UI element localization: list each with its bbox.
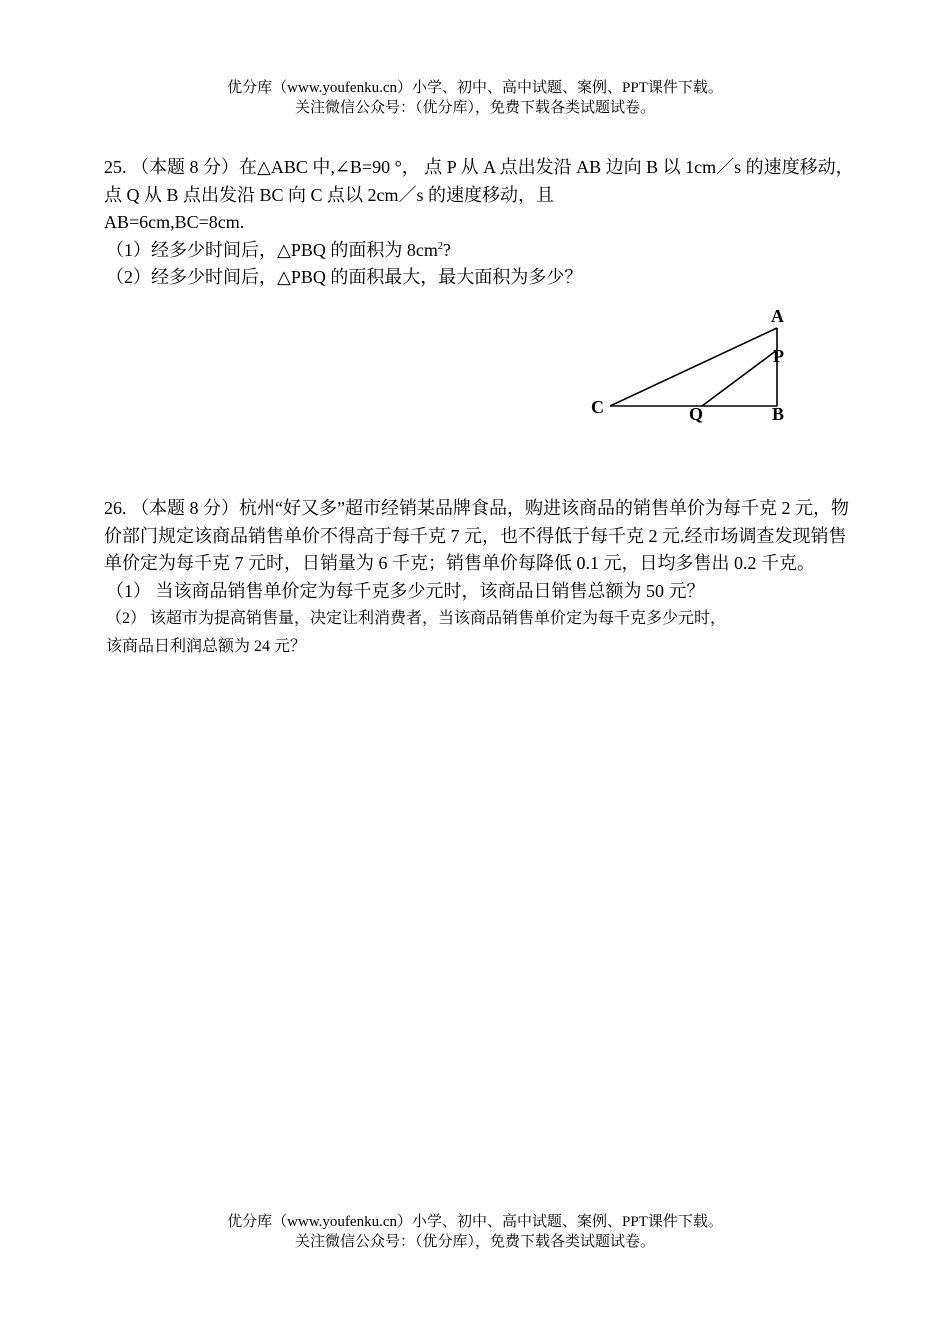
- squared-superscript: 2: [437, 240, 443, 252]
- label-p: P: [773, 346, 784, 366]
- part-1-end: ?: [442, 239, 451, 260]
- question-26-part-2: （2） 该超市为提高销售量，决定让利消费者，当该商品销售单价定为每千克多少元时，: [106, 610, 727, 627]
- question-25-given: AB=6cm,BC=8cm.: [104, 212, 245, 232]
- label-c: C: [591, 397, 604, 417]
- question-25-stem: 25. （本题 8 分）在△ABC 中,∠B=90 °， 点 P 从 A 点出发沿 AB 边向 B 以 1cm／s 的速度移动，点 Q 从 B 点出发沿 BC 向 C 点以 2cm／s 的速度移动，且: [104, 157, 854, 205]
- triangle-figure: [584, 300, 804, 430]
- footer-line-1: 优分库（www.youfenku.cn）小学、初中、高中试题、案例、PPT课件下载。: [227, 1214, 723, 1230]
- label-a: A: [771, 306, 784, 326]
- question-26-part-1: （1） 当该商品销售单价定为每千克多少元时，该商品日销售总额为 50 元？: [106, 580, 705, 601]
- page-header: [0, 78, 950, 118]
- question-25: [104, 154, 854, 292]
- header-line-1: 优分库（www.youfenku.cn）小学、初中、高中试题、案例、PPT课件下载。: [227, 80, 723, 96]
- header-line-2: 关注微信公众号：（优分库），免费下载各类试题试卷。: [294, 100, 655, 116]
- side-ca: [610, 328, 777, 406]
- label-q: Q: [689, 404, 704, 424]
- question-25-part-2: （2）经多少时间后，△PBQ 的面积最大，最大面积为多少？: [106, 267, 583, 287]
- footer-line-2: 关注微信公众号：（优分库），免费下载各类试题试卷。: [294, 1234, 655, 1250]
- question-26: [104, 495, 854, 660]
- label-b: B: [772, 404, 785, 424]
- question-26-stem: 26. （本题 8 分）杭州“好又多”超市经销某品牌食品，购进该商品的销售单价为每千克 2 元，物价部门规定该商品销售单价不得高于每千克 7 元，也不得低于每千克 2 元.经市场调查发现销售单价定为每千克 7 元时，日销量为 6 千克；销售单价每降低 0.1 元，日均多售出 0.2 千克。: [104, 498, 849, 573]
- page-footer: [0, 1212, 950, 1252]
- part-1-text: （1）经多少时间后，△PBQ 的面积为 8cm: [106, 239, 438, 260]
- question-26-part-2-cont: 该商品日利润总额为 24 元？: [106, 637, 307, 655]
- question-25-part-1: [104, 237, 854, 265]
